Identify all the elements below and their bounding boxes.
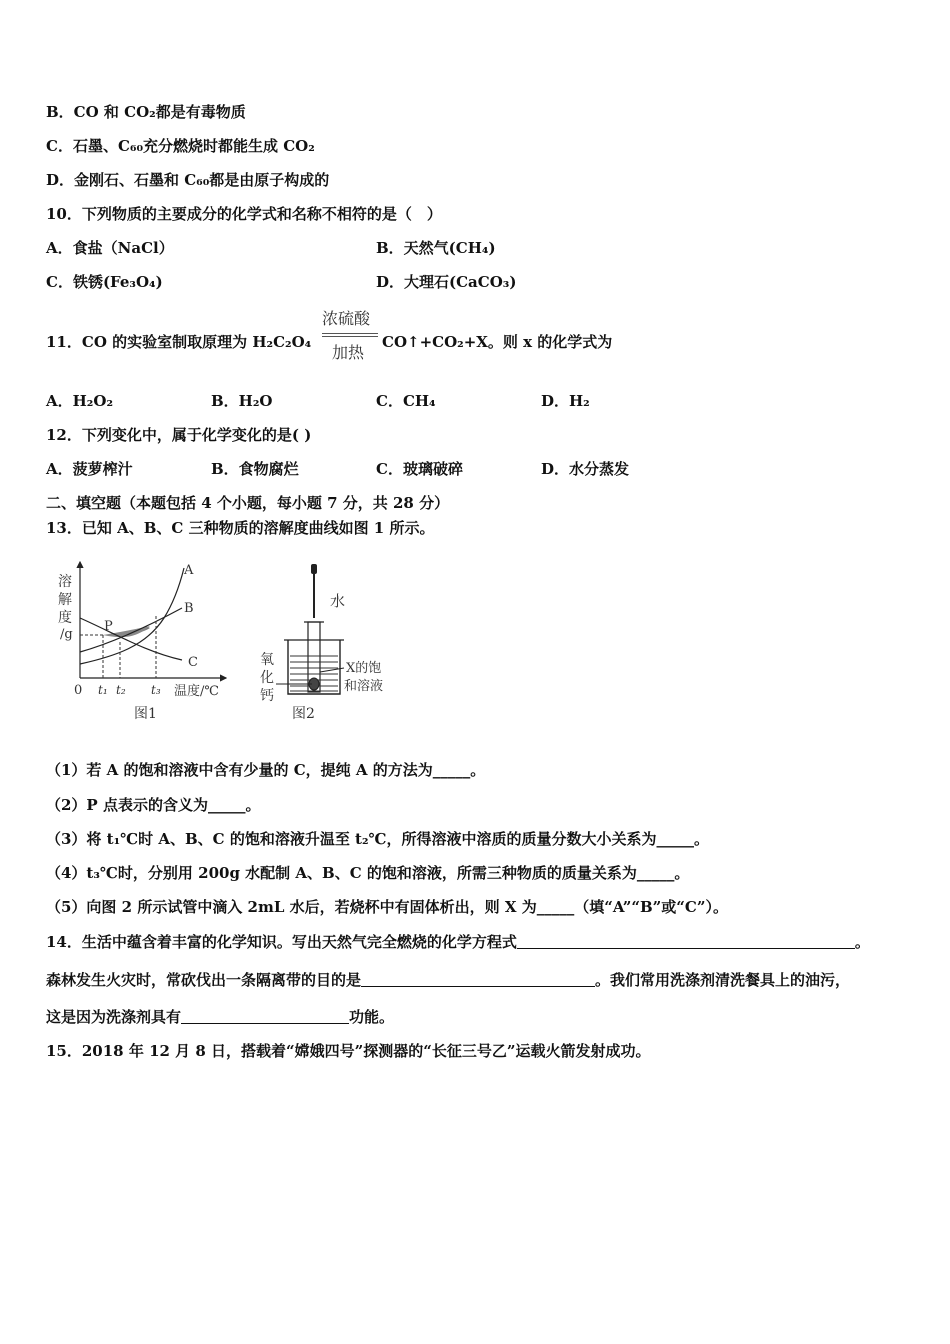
- q14-blank-purpose[interactable]: [361, 971, 595, 987]
- figure-1-solubility-chart: [56, 556, 236, 726]
- q12-option-a: A．菠萝榨汁: [46, 460, 133, 478]
- q14-line-3-text: 这是因为洗涤剂具有: [46, 1008, 182, 1026]
- q13-part-5: （5）向图 2 所示试管中滴入 2mL 水后，若烧杯中有固体析出，则 X 为_____（填“A”“B”或“C”）。: [46, 898, 728, 916]
- q13-part-4: （4）t₃℃时，分别用 200g 水配制 A、B、C 的饱和溶液，所需三种物质的质量关系为_____。: [46, 864, 690, 882]
- q14-blank-equation[interactable]: [517, 933, 855, 949]
- origin-label: 0: [74, 683, 83, 698]
- q11-option-d: D．H₂: [541, 392, 590, 410]
- point-p-label: P: [104, 619, 113, 634]
- q14-line-3-end: 功能。: [349, 1008, 395, 1026]
- q10-option-b: B．天然气(CH₄): [376, 239, 496, 257]
- tick-t1: t₁: [98, 683, 108, 697]
- q11-option-c: C．CH₄: [376, 392, 436, 410]
- water-label: 水: [330, 592, 346, 610]
- q10-stem: 10．下列物质的主要成分的化学式和名称不相符的是（ ）: [46, 205, 442, 223]
- q11-reaction-arrow: [322, 333, 378, 337]
- q13-stem: 13．已知 A、B、C 三种物质的溶解度曲线如图 1 所示。: [46, 519, 435, 537]
- q14-blank-function[interactable]: [181, 1008, 349, 1024]
- q14-line-1-end: 。: [854, 933, 870, 951]
- q12-option-d: D．水分蒸发: [541, 460, 630, 478]
- curve-a: [80, 568, 184, 664]
- q14-line-1: [46, 932, 870, 952]
- q14-line-1-text: 14．生活中蕴含着丰富的化学知识。写出天然气完全燃烧的化学方程式: [46, 933, 517, 951]
- figure-1-caption: 图1: [134, 706, 157, 722]
- q11-condition-top: 浓硫酸: [322, 309, 371, 328]
- q11-option-a: A．H₂O₂: [46, 392, 114, 410]
- q14-line-2-text: 森林发生火灾时，常砍伐出一条隔离带的目的是: [46, 971, 362, 989]
- figure-2-beaker-diagram: [256, 560, 416, 726]
- solution-label-1: X的饱: [346, 661, 382, 676]
- q14-line-3: [46, 1007, 394, 1027]
- curve-c-label: C: [188, 655, 198, 670]
- dropper-bulb: [311, 564, 317, 574]
- q9-option-d: D．金刚石、石墨和 C₆₀都是由原子构成的: [46, 171, 330, 189]
- q10-option-c: C．铁锈(Fe₃O₄): [46, 273, 163, 291]
- tick-t3: t₃: [151, 683, 161, 697]
- q12-option-c: C．玻璃破碎: [376, 460, 463, 478]
- q14-line-2: [46, 970, 850, 990]
- q13-part-1: （1）若 A 的饱和溶液中含有少量的 C，提纯 A 的方法为_____。: [46, 761, 486, 779]
- cao-label-3: 钙: [260, 688, 274, 704]
- q11-stem-pre: 11．CO 的实验室制取原理为 H₂C₂O₄: [46, 333, 312, 351]
- cao-label-2: 化: [260, 670, 274, 686]
- q11-stem-post: CO↑+CO₂+X。则 x 的化学式为: [382, 333, 613, 351]
- x-axis-label: 温度/℃: [174, 684, 219, 699]
- curve-c: [80, 618, 182, 660]
- q9-option-c: C．石墨、C₆₀充分燃烧时都能生成 CO₂: [46, 137, 315, 155]
- q10-option-a: A．食盐（NaCl）: [46, 239, 174, 257]
- q12-stem: 12．下列变化中，属于化学变化的是( ): [46, 426, 312, 444]
- q14-line-2-end: 。我们常用洗涤剂清洗餐具上的油污，: [595, 971, 851, 989]
- q12-option-b: B．食物腐烂: [211, 460, 299, 478]
- q10-option-d: D．大理石(CaCO₃): [376, 273, 517, 291]
- section-heading: 二、填空题（本题包括 4 个小题，每小题 7 分，共 28 分）: [46, 494, 450, 512]
- curve-a-label: A: [184, 563, 194, 578]
- q11-condition-bottom: 加热: [332, 343, 365, 362]
- y-label-4: /g: [60, 627, 73, 642]
- y-label-1: 溶: [58, 574, 72, 590]
- y-label-2: 解: [58, 592, 72, 608]
- y-label-3: 度: [58, 610, 72, 626]
- q15-stem: 15．2018 年 12 月 8 日，搭载着“嫦娥四号”探测器的“长征三号乙”运载火箭发射成功。: [46, 1042, 651, 1060]
- curve-b-label: B: [184, 601, 194, 616]
- figure-2-caption: 图2: [292, 706, 315, 722]
- q11-option-b: B．H₂O: [211, 392, 273, 410]
- solution-label-2: 和溶液: [344, 679, 384, 694]
- q13-part-3: （3）将 t₁℃时 A、B、C 的饱和溶液升温至 t₂℃，所得溶液中溶质的质量分数大小关系为_____。: [46, 830, 710, 848]
- cao-label-1: 氧: [260, 652, 274, 668]
- q13-part-2: （2）P 点表示的含义为_____。: [46, 796, 261, 814]
- tick-t2: t₂: [116, 683, 126, 697]
- q9-option-b: B．CO 和 CO₂都是有毒物质: [46, 103, 246, 121]
